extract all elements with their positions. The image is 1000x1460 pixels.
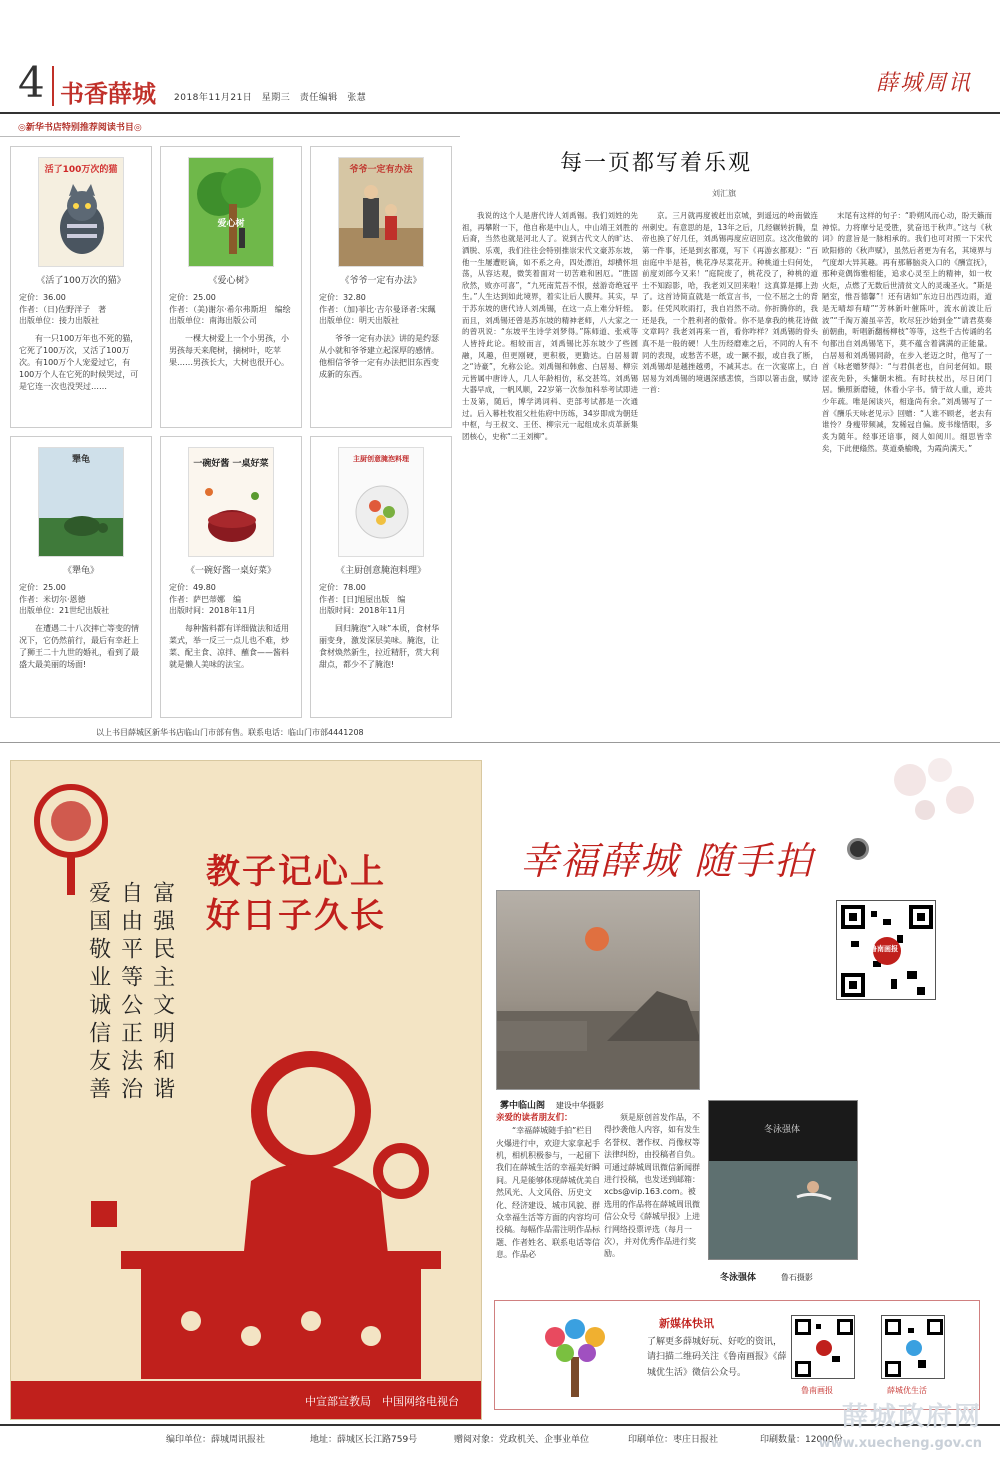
book-author: 作者：萨巴蒂娜 编 (169, 594, 241, 604)
book-cover (338, 157, 424, 267)
book-price: 定价：25.00 (169, 293, 216, 303)
book-price: 定价：32.80 (319, 293, 366, 303)
book-description: 在遭遇二十八次摔亡等变的情况下，它仍然前行，最后有幸赶上了狮王二十九世的婚礼，看到了最盛大最美丽的场面! (19, 623, 139, 669)
photo-section-banner: 幸福薛城 随手拍 (520, 839, 815, 883)
cover-title: 主厨创意腌泡料理 (353, 455, 409, 463)
dish-illustration (339, 448, 424, 557)
submission-notice (496, 1112, 600, 1292)
sauce-bowl-illustration (189, 448, 274, 557)
qr-code-lunan[interactable] (791, 1315, 855, 1379)
bookstore-footnote: 以上书目薛城区新华书店临山门市部有售。联系电话：临山门市部4441208 (96, 728, 364, 737)
book-cover (38, 157, 124, 267)
notice-text-col2: 须是原创首发作品，不得抄袭他人内容，如有发生名誉权、著作权、肖像权等法律纠纷，由投稿者自负。可通过薛城周讯微信新闻群进行投稿，也发送到邮箱：xcbs@vip.163.com。被选用的作品将在薛城周讯微信公众号《薛城早报》上进行网络投票评选（每月一次），并对优秀作品进行奖励。 (604, 1113, 700, 1259)
photo1-title: 雾中临山阁 (500, 1101, 546, 1111)
book-card (10, 146, 152, 428)
book-card (310, 146, 452, 428)
article-author: 刘汇旗 (712, 189, 736, 198)
qr1-label: 鲁南画报 (801, 1386, 833, 1395)
book-card (160, 436, 302, 718)
book-list-heading: ◎新华书店特别推荐阅读书目◎ (18, 123, 142, 133)
qr-icon (792, 1316, 855, 1379)
photo2-credit: 鲁石摄影 (780, 1273, 813, 1282)
section-rule (0, 742, 1000, 743)
cover-title: 爷爷一定有办法 (349, 165, 413, 175)
calligraphy-line: 富强民主文明和谐 (149, 881, 175, 1105)
camera-icon (847, 838, 869, 860)
masthead-rule (0, 112, 1000, 114)
book-title: 《爱心树》 (208, 276, 254, 286)
cover-title: 犟龟 (71, 455, 90, 465)
section-title: 书香薛城 (60, 79, 156, 108)
book-publisher: 出版单位：接力出版社 (19, 316, 99, 326)
qr-code-xuecheng[interactable] (881, 1315, 945, 1379)
imprint-publisher: 编印单位：薛城周讯报社 (166, 1435, 266, 1445)
imprint-audience: 赠阅对象：党政机关、企事业单位 (454, 1435, 590, 1445)
book-title: 《一碗好酱一桌好菜》 (185, 566, 276, 576)
book-title: 《爷爷一定有办法》 (340, 276, 422, 286)
photo-foggy-pavilion (496, 890, 700, 1090)
new-media-box (494, 1300, 980, 1410)
cover-title: 爱心树 (217, 219, 245, 229)
poster-headline-2: 好日子久长 (206, 896, 386, 936)
book-price: 定价：49.80 (169, 583, 216, 593)
calligraphy-line: 自由平等公正法治 (117, 881, 143, 1105)
page-number: 4 (18, 58, 45, 107)
poster-credit: 中宣部宣教局 中国网络电视台 (11, 1381, 481, 1419)
book-publisher: 出版单位：南海出版公司 (169, 316, 257, 326)
notice-title: 亲爱的读者朋友们： (496, 1113, 573, 1123)
book-price: 定价：78.00 (319, 583, 366, 593)
book-title: 《活了100万次的猫》 (36, 276, 126, 286)
book-title: 《犟龟》 (62, 566, 99, 576)
blossom-decoration (880, 750, 990, 840)
photo2-caption (720, 1270, 813, 1283)
photo2-title: 冬泳强体 (720, 1273, 757, 1283)
book-card (10, 436, 152, 718)
qr-icon (882, 1316, 945, 1379)
book-author: 作者：（美)谢尔·希尔弗斯坦 编绘 (169, 304, 291, 314)
pavilion-photo-drawing (497, 891, 700, 1090)
book-description: 爷爷一定有办法》讲的是约瑟从小就和爷爷建立起深厚的感情。他相信爷爷一定有办法把旧东西变成新的东西。 (319, 333, 439, 379)
book-cover (188, 157, 274, 267)
watermark-site: 薛城政府网 (841, 1402, 982, 1432)
article-column: 我说的这个人是唐代诗人刘禹锡。我们刘姓的先祖，再攀附一下，他自称是中山人，中山靖王刘胜的后裔，当然也就是河北人了。说到古代文人的旷达、洒脱、乐观，我们往往会特别推崇宋代文豪苏东坡，他一生屡遭贬谪，如不系之舟，四处漂泊，却横怀坦荡，从容达观，微笑着面对一切苦难和困厄。“胜固欣然，败亦可喜”，“九死南荒吾不恨，兹游奇绝冠平生。”人生达到如此境界，着实让后人膜拜。其实，早于苏东坡的唐代诗人刘禹锡，在这一点上难分轩轾。而且，刘禹锡还曾是苏东坡的精神老师，八大家之一的曾巩说：“东坡平生诗学刘梦得。”陈师道、张戒等人皆持此论。相较而言，刘禹锡比苏东坡少了些圆融，风趣，但更刚硬，更积极，更勤达。白居易谓之“诗豪”，允称公论。刘禹锡和韩愈、白居易、柳宗元皆属中唐诗人，几人年龄相仿，私交甚笃。刘禹锡大器早成，一帆风顺，22岁第一次参加科举考试即进士及第，随后，博学鸿词科、吏部考试都是一次通过。后入幕杜牧祖父杜佑府中历练，34岁即成为朝廷中枢，与王叔文、王伾、柳宗元一起组成永贞革新集团核心，史称“二王刘柳”。 (462, 211, 638, 441)
book-publisher: 出版时间：2018年11月 (319, 606, 406, 616)
book-description: 回归腌泡“入味”本质，食材华丽变身，激发深层美味。腌泡，让食材焕然新生，拉近精肝，赏大利甜点，都少不了腌泡! (319, 623, 440, 669)
cat-illustration (39, 158, 124, 267)
book-description: 有一只100万年也不死的猫，它死了100万次，又活了100万次。有100万个人宠爱过它，有100万个人在它死的时候哭过，可是它连一次也没哭过…… (19, 333, 139, 391)
media-box-text: 了解更多薛城好玩、好吃的资讯，请扫描二维码关注《鲁南画报》《薛城优生活》微信公众号。 (647, 1337, 787, 1378)
book-price: 定价：25.00 (19, 583, 66, 593)
calligraphy-line: 爱国敬业诚信友善 (85, 881, 111, 1105)
book-description: 一棵大树爱上一个小男孩，小男孩每天来爬树，摘树叶，吃苹果……男孩长大，大树也很开心。 (169, 333, 289, 367)
heading-rule (0, 136, 460, 137)
watermark-url: www.xuecheng.gov.cn (818, 1436, 982, 1451)
book-card (310, 436, 452, 718)
poster (10, 760, 482, 1420)
book-cover (188, 447, 274, 557)
photo1-credit: 建设中华摄影 (555, 1101, 604, 1110)
imprint-copies: 印刷数量：12000份 (760, 1435, 843, 1445)
article-column: 末尾有这样的句子：“聆朔风而心动，盼天籁而神惊。力将摩兮足受胜，犹奋迅于秋声。”这与《秋词》的意旨是一脉相承的。我们也可对照一下宋代欧阳修的《秋声赋》，虽然后者更为有名，其境界与气度却大异其趣。再有那幕脑炎入口的《酬宣抚》，那种竞偶饰雅相能，追求心灵至上的精神，如一枚火炬，点燃了无数后世清贫文人的灵魂圣火。“斯是陋室，惟吾德馨”！还有诸如“东边日出西边雨，道是无晴却有晴”“芳林新叶催陈叶，流水前波让后波”“千淘万漉虽辛苦，吹尽狂沙始到金”“请君莫奏前朝曲，听唱新翻杨柳枝”等等，这些千古传诵的名句都出自刘禹锡笔下，莫不蕴含着满满的正能量。白居易和刘禹锡同龄，在步入老迈之时，他写了一首《咏老赠梦得》：“与君俱老也，自问老何如。眼涩夜先卧，头慵朝未梳。有时扶杖出，尽日闭门居。懒照新磨镜，休看小字书。情于故人重，迹共少年疏。唯是闲谈兴，相逢尚有余。”刘禹锡写了一首《酬乐天咏老见示》回赠：“人谁不顾老，老去有谁怜？身瘦带频减，发稀冠自偏。废书缘惜眼，多炙为随年。经事还谙事，阅人如阅川。细思皆幸矣，下此便翛然。莫道桑榆晚，为霞尚满天。” (822, 211, 992, 453)
cover-title: 一碗好酱 一桌好菜 (193, 459, 269, 469)
book-publisher: 出版单位：21世纪出版社 (19, 606, 110, 616)
book-author: 作者：[日]旭屋出版 编 (319, 594, 406, 604)
photo2-banner-text: 冬泳强体 (764, 1125, 801, 1135)
tree-illustration (189, 158, 274, 267)
photo1-caption (500, 1098, 604, 1111)
article-title: 每一页都写着乐观 (560, 151, 753, 176)
book-author: 作者：米切尔·恩德 (19, 594, 86, 604)
book-publisher: 出版时间：2018年11月 (169, 606, 256, 616)
newspaper-logo: 薛城周讯 (875, 71, 972, 96)
book-cover (338, 447, 424, 557)
book-description: 每种酱料都有详细做法和适用菜式，举一反三一点儿也不难，炒菜、配主食、凉拌、蘸食——酱料就是懒人美味的法宝。 (169, 623, 289, 669)
media-box-title: 新媒体快讯 (659, 1317, 714, 1330)
book-title: 《主厨创意腌泡料理》 (335, 566, 426, 576)
tree-logo-icon (515, 1307, 635, 1407)
book-price: 定价：36.00 (19, 293, 66, 303)
article-column: 京。三月就再度被赶出京城，到遥远的岭南做连州刺史。有意思的是，13年之后，几经辗转折腾，皇帝也换了好几任，刘禹锡再度应诏回京。这次他做的第一件事，还是到玄都观，写下《再游玄都观》：“百亩庭中半是苔，桃花净尽菜花开。种桃道士归何处，前度刘郎今又来！”庭院废了，桃花没了，种桃的道士不知踪影，哈，我老刘又回来啦！这真算是揶上劲了。这首诗简直就是一纸宣言书，一位不屈之士的背影。任凭风吹雨打，我自岿然不动。你折腾你的，我还是我，一个胜利者的傲骨。你不是拿我的桃花诗做文章吗？我老刘再来一首，看你咋样？刘禹锡的骨头真不是一般的硬！人生历经磨难之后，不同的人有不同的表现，或愁苦不堪，或一蹶不振，或自我了断，刘禹锡却是越挫越勇，不减其志。在一次宴席上，白居易为刘禹锡的境遇深感悲愤，当即以箸击盘，赋诗一首： (642, 211, 818, 395)
blossom-icon (880, 750, 990, 840)
cover-title: 活了100万次的猫 (44, 165, 118, 175)
qr-label: 鲁南画报 (870, 945, 898, 953)
book-publisher: 出版单位：明天出版社 (319, 316, 399, 326)
masthead-divider (52, 66, 54, 106)
qr2-label: 薛城优生活 (887, 1386, 927, 1395)
book-card (160, 146, 302, 428)
book-author: 作者：（加)菲比·吉尔曼译者:宋珮 (319, 304, 436, 314)
imprint-printer: 印刷单位：枣庄日报社 (628, 1435, 719, 1445)
notice-text: “幸福薛城随手拍”栏目火爆进行中，欢迎大家拿起手机，相机积极参与，一起留下我们在薛城生活的幸福美好瞬间。凡是能够体现薛城优美自然风光、人文风俗、历史文化、经济建设、城市风貌、群众幸福生活等方面的内容均可投稿。每幅作品需注明作品标题、作者姓名、联系电话等信息。作品必 (496, 1126, 600, 1260)
issue-meta: 2018年11月21日 星期三 责任编辑 张慧 (174, 93, 367, 103)
poster-headline-1: 教子记心上 (206, 852, 386, 892)
book-author: 作者：（日)佐野洋子 著 (19, 304, 107, 314)
book-cover (38, 447, 124, 557)
imprint-address: 地址：薛城区长江路759号 (310, 1435, 418, 1445)
